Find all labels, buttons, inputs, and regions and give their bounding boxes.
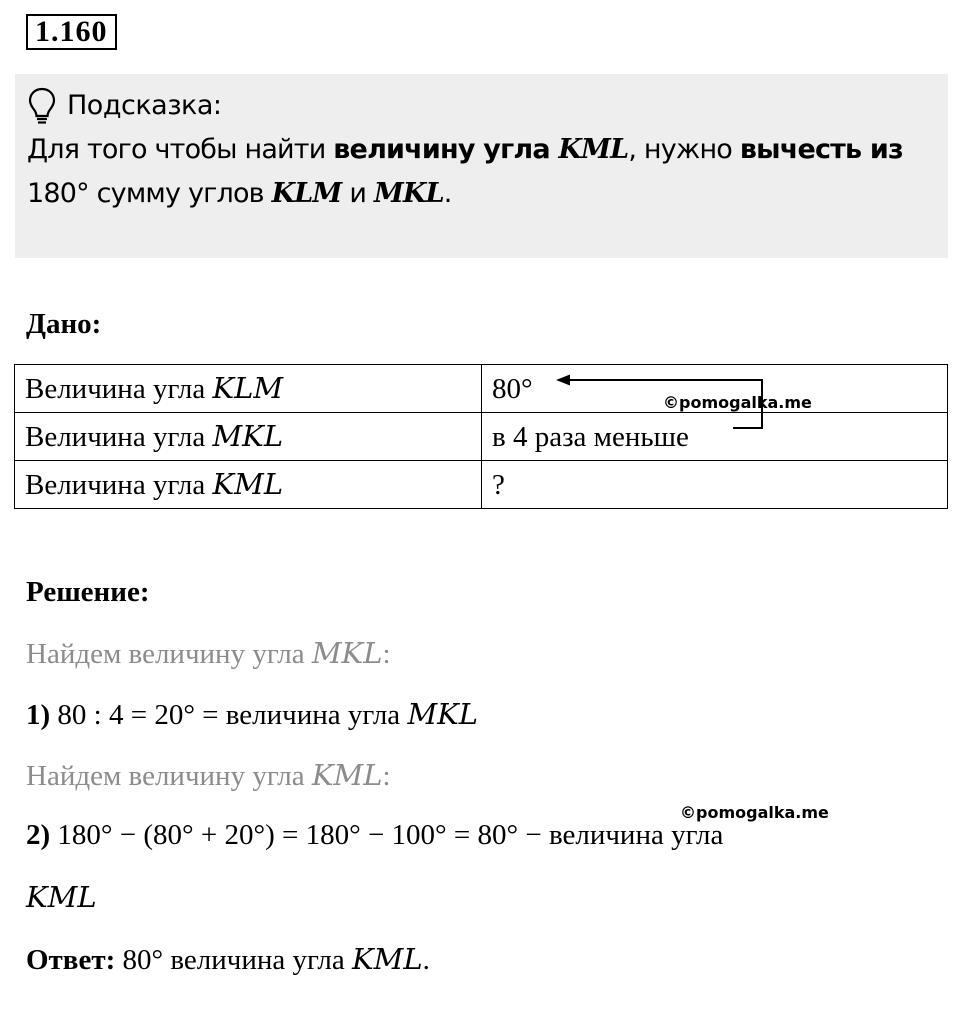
solution-step-1: 1) 80 : 4 = 20° = величина угла MKL [26, 697, 479, 731]
table-cell-label: Величина угла KLM [15, 365, 482, 413]
solution-step-2-cont: KML [26, 880, 97, 914]
table-cell-value: в 4 раза меньше [482, 413, 948, 461]
watermark: ©pomogalka.me [663, 393, 812, 412]
task-number: 1.160 [26, 14, 117, 50]
hint-title: Подсказка: [27, 84, 936, 128]
solution-step-2: 2) 180° − (80° + 20°) = 180° − 100° = 80° − величина угла [26, 819, 724, 851]
table-cell-label: Величина угла MKL [15, 413, 482, 461]
table-cell-label: Величина угла KML [15, 461, 482, 509]
solution-find-1: Найдем величину угла MKL: [26, 636, 391, 670]
solution-find-2: Найдем величину угла KML: [26, 758, 391, 792]
answer-line: Ответ: 80° величина угла KML. [26, 942, 430, 976]
table-cell-value: ? [482, 461, 948, 509]
table-cell-value: 80° [482, 365, 948, 413]
solution-heading: Решение: [26, 576, 150, 608]
given-heading: Дано: [26, 308, 102, 340]
hint-text: Для того чтобы найти величину угла KML, нужно вычесть из 180° сумму углов KLM и MKL. [27, 134, 903, 209]
watermark: ©pomogalka.me [680, 803, 829, 822]
